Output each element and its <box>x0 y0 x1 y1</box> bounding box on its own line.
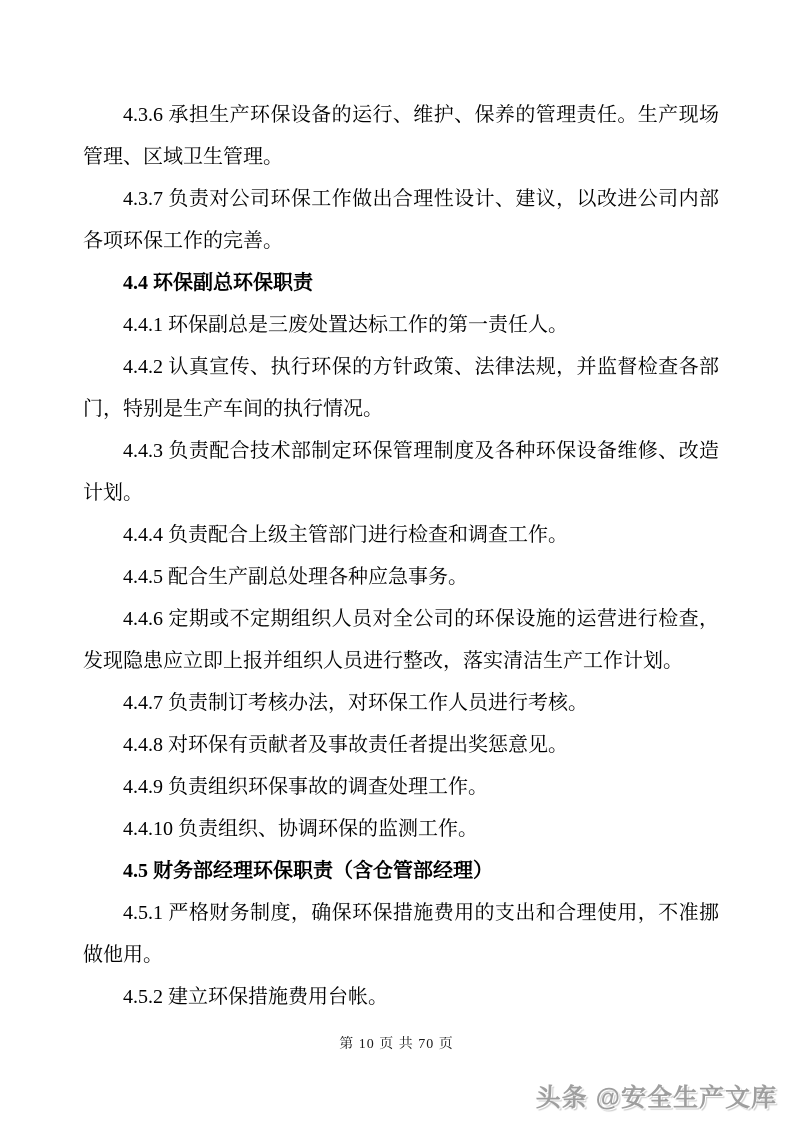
paragraph: 4.4.3 负责配合技术部制定环保管理制度及各种环保设备维修、改造计划。 <box>83 440 719 504</box>
paragraph: 4.4.2 认真宣传、执行环保的方针政策、法律法规，并监督检查各部门，特别是生产车间的执行情况。 <box>83 356 719 420</box>
section-heading: 4.5 财务部经理环保职责（含仓管部经理） <box>123 860 493 882</box>
paragraph: 4.4.10 负责组织、协调环保的监测工作。 <box>123 818 478 840</box>
paragraph: 4.4.1 环保副总是三废处置达标工作的第一责任人。 <box>123 314 568 336</box>
paragraph: 4.3.7 负责对公司环保工作做出合理性设计、建议，以改进公司内部各项环保工作的完善。 <box>83 188 719 252</box>
toutiao-watermark: 头条 @安全生产文库 <box>535 1084 777 1112</box>
paragraph: 4.4.9 负责组织环保事故的调查处理工作。 <box>123 776 488 798</box>
paragraph: 4.4.4 负责配合上级主管部门进行检查和调查工作。 <box>123 524 568 546</box>
document-body <box>83 94 719 1018</box>
paragraph: 4.5.2 建立环保措施费用台帐。 <box>123 986 388 1008</box>
paragraph: 4.4.5 配合生产副总处理各种应急事务。 <box>123 566 468 588</box>
paragraph: 4.4.7 负责制订考核办法，对环保工作人员进行考核。 <box>123 692 588 714</box>
section-heading: 4.4 环保副总环保职责 <box>123 272 313 294</box>
paragraph: 4.4.6 定期或不定期组织人员对全公司的环保设施的运营进行检查，发现隐患应立即上报并组织人员进行整改，落实清洁生产工作计划。 <box>83 608 719 672</box>
paragraph: 4.5.1 严格财务制度，确保环保措施费用的支出和合理使用，不准挪做他用。 <box>83 902 719 966</box>
paragraph: 4.3.6 承担生产环保设备的运行、维护、保养的管理责任。生产现场管理、区域卫生管理。 <box>83 104 719 168</box>
paragraph: 4.4.8 对环保有贡献者及事故责任者提出奖惩意见。 <box>123 734 568 756</box>
page-number-footer: 第 10 页 共 70 页 <box>339 1037 454 1052</box>
